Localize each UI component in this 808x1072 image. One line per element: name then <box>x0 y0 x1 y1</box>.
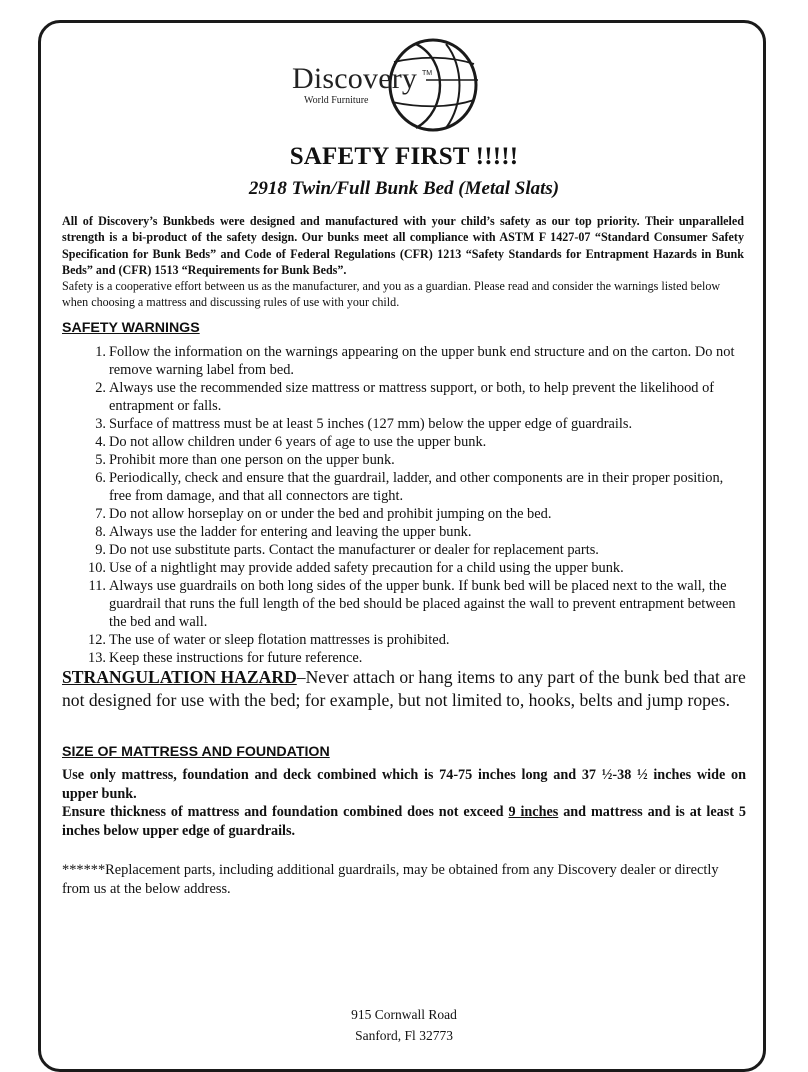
safety-warnings-heading: SAFETY WARNINGS <box>62 320 200 336</box>
safety-warnings-list <box>62 343 746 667</box>
warning-item <box>62 577 746 631</box>
warning-item <box>62 523 746 541</box>
warning-number: 12. <box>88 632 106 648</box>
address-street: 915 Cornwall Road <box>351 1007 457 1022</box>
page-title: SAFETY FIRST !!!!! <box>289 143 519 170</box>
warning-item <box>62 469 746 505</box>
strangulation-text: –Never attach or hang items to any part of the bunk bed that are not designed for use with the bed; for example, but not limited to, hooks, belts and jump ropes. <box>62 667 746 710</box>
mattress-size-section <box>62 766 746 840</box>
warning-number: 5. <box>95 452 106 468</box>
warning-text: Always use the recommended size mattress or mattress support, or both, to help prevent the likelihood of entrapment or falls. <box>109 380 715 414</box>
warning-text: Keep these instructions for future reference. <box>109 650 363 666</box>
intro-compliance-text: All of Discovery’s Bunkbeds were designed and manufactured with your child’s safety as our top priority. Their unparalleled strength is a bi-product of the safety design. Our bunks meet all compliance with ASTM F 1427-07 “Standard Consumer Safety Specification for Bunk Beds” and Code of Federal Regulations (CFR) 1213 “Safety Standards for Entrapment Hazards in Bunk Beds” and (CFR) 1513 “Requirements for Bunk Beds”. <box>62 214 744 277</box>
warning-text: Do not allow children under 6 years of age to use the upper bunk. <box>109 434 487 450</box>
mattress-dimensions-text: Use only mattress, foundation and deck combined which is 74-75 inches long and 37 ½-38 ½ inches wide on upper bunk. <box>62 767 746 802</box>
mattress-size-heading: SIZE OF MATTRESS AND FOUNDATION <box>62 744 330 760</box>
warning-number: 13. <box>88 650 106 666</box>
thickness-limit: 9 inches <box>508 804 559 820</box>
warning-item <box>62 433 746 451</box>
warning-item <box>62 649 746 667</box>
warning-text: Do not use substitute parts. Contact the manufacturer or dealer for replacement parts. <box>109 542 599 558</box>
warning-number: 8. <box>95 524 106 540</box>
intro-section <box>62 213 744 311</box>
warning-text: Periodically, check and ensure that the guardrail, ladder, and other components are in their proper position, free from damage, and that all connectors are tight. <box>109 470 724 504</box>
warning-number: 1. <box>95 344 106 360</box>
warning-text: The use of water or sleep flotation mattresses is prohibited. <box>109 632 450 648</box>
thickness-text-start: Ensure thickness of mattress and foundation combined does not exceed <box>62 804 509 820</box>
warning-number: 11. <box>88 578 106 594</box>
warning-text: Always use the ladder for entering and leaving the upper bunk. <box>109 524 472 540</box>
warning-text: Always use guardrails on both long sides of the upper bunk. If bunk bed will be placed next to the wall, the guardrail that runs the full length of the bed should be placed against the wall to prevent entrapment between the bed and wall. <box>109 578 736 630</box>
warning-text: Do not allow horseplay on or under the bed and prohibit jumping on the bed. <box>109 506 552 522</box>
warning-item <box>62 559 746 577</box>
warning-number: 6. <box>95 470 106 486</box>
replacement-parts-note: ******Replacement parts, including additional guardrails, may be obtained from any Discovery dealer or directly from us at the below address. <box>62 862 719 897</box>
warning-number: 9. <box>95 542 106 558</box>
warning-number: 3. <box>95 416 106 432</box>
warning-number: 2. <box>95 380 106 396</box>
strangulation-hazard-notice <box>62 666 752 711</box>
address-city: Sanford, Fl 32773 <box>355 1028 453 1043</box>
logo-wordmark: Discovery <box>292 62 418 95</box>
warning-item <box>62 541 746 559</box>
warning-number: 4. <box>95 434 106 450</box>
discovery-logo <box>288 36 488 136</box>
mattress-thickness-text <box>62 803 746 840</box>
warning-item <box>62 451 746 469</box>
trademark-mark: TM <box>422 70 433 77</box>
warning-item <box>62 631 746 649</box>
company-address <box>0 1004 808 1046</box>
warning-item <box>62 415 746 433</box>
warning-text: Follow the information on the warnings appearing on the upper bunk end structure and on the carton. Do not remove warning label from bed. <box>109 344 735 378</box>
warning-text: Prohibit more than one person on the upper bunk. <box>109 452 395 468</box>
warning-text: Use of a nightlight may provide added safety precaution for a child using the upper bunk. <box>109 560 624 576</box>
warning-number: 10. <box>88 560 106 576</box>
logo-tagline: World Furniture <box>304 95 369 106</box>
thickness-text-end: and mattress and is at least 5 inches below upper edge of guardrails. <box>62 804 746 839</box>
warning-item <box>62 505 746 523</box>
warning-item <box>62 343 746 379</box>
warning-number: 7. <box>95 506 106 522</box>
product-subtitle: 2918 Twin/Full Bunk Bed (Metal Slats) <box>248 178 560 199</box>
intro-cooperation-text: Safety is a cooperative effort between us as the manufacturer, and you as a guardian. Please read and consider the warnings listed below when choosing a mattress and discussing rules of use with your child. <box>62 279 721 310</box>
warning-text: Surface of mattress must be at least 5 inches (127 mm) below the upper edge of guardrails. <box>109 416 633 432</box>
warning-item <box>62 379 746 415</box>
strangulation-heading: STRANGULATION HAZARD <box>62 667 297 687</box>
